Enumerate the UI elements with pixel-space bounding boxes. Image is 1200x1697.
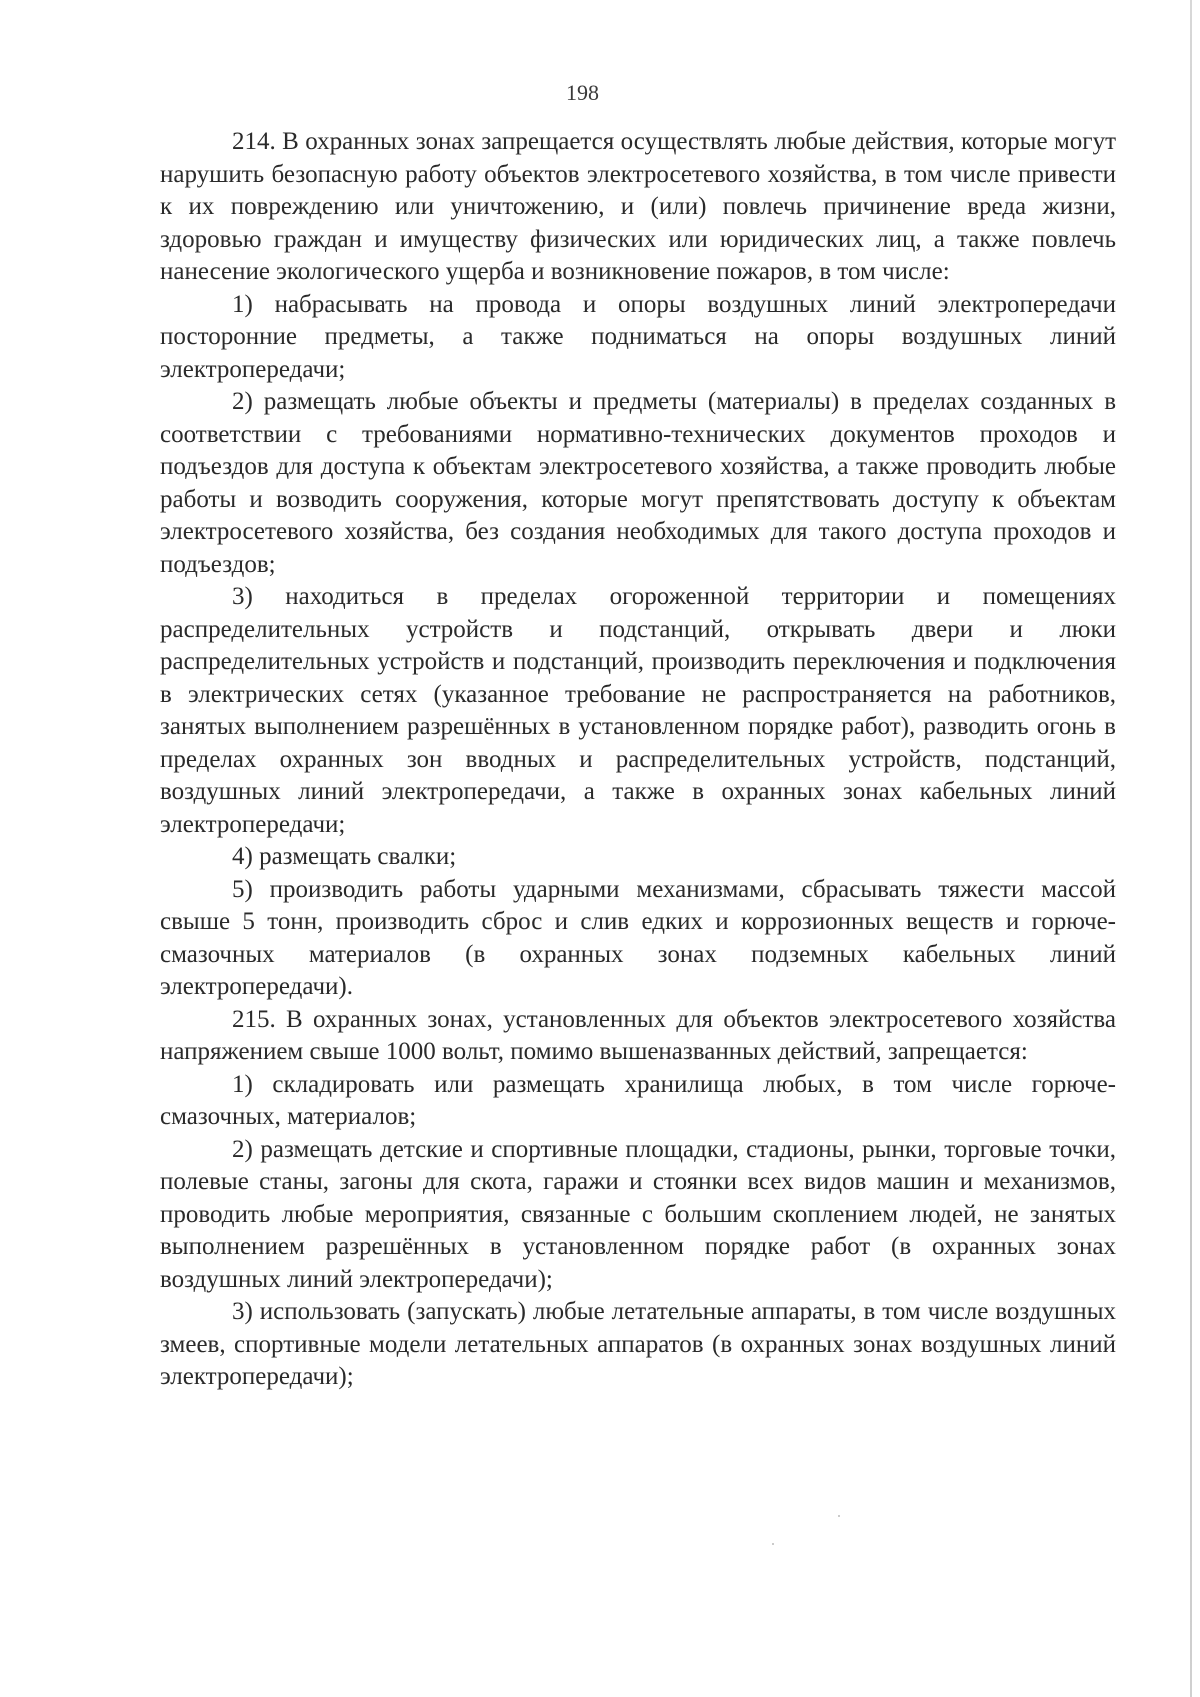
paragraph-214-item-1: 1) набрасывать на провода и опоры воздушных линий электропередачи посторонние предметы, а также подниматься на опоры воздушных линий электропередачи; [160, 290, 1116, 383]
page-number: 198 [566, 80, 599, 105]
document-body [160, 126, 1116, 1394]
paragraph-215: 215. В охранных зонах, установленных для объектов электросетевого хозяйства напряжением свыше 1000 вольт, помимо вышеназванных действий, запрещается: [160, 1005, 1116, 1065]
scan-speck [838, 1515, 840, 1517]
paragraph-214: 214. В охранных зонах запрещается осуществлять любые действия, которые могут нарушить безопасную работу объектов электросетевого хозяйства, в том числе привести к их повреждению или уничтожению, и (или) повлечь причинение вреда жизни, здоровью граждан и имуществу физических или юридических лиц, а также повлечь нанесение экологического ущерба и возникновение пожаров, в том числе: [160, 128, 1116, 285]
scan-speck [772, 1543, 774, 1545]
paragraph-215-item-3: 3) использовать (запускать) любые летательные аппараты, в том числе воздушных змеев, спортивные модели летательных аппаратов (в охранных зонах воздушных линий электропередачи); [160, 1298, 1116, 1390]
paragraph-214-item-3: 3) находиться в пределах огороженной территории и помещениях распределительных устройств и подстанций, открывать двери и люки распределительных устройств и подстанций, производить переключения и подключения в электрических сетях (указанное требование не распространяется на работников, занятых выполнением разрешённых в установленном порядке работ), разводить огонь в пределах охранных зон вводных и распределительных устройств, подстанций, воздушных линий электропередачи, а также в охранных зонах кабельных линий электропередачи; [160, 583, 1116, 838]
paragraph-215-item-2: 2) размещать детские и спортивные площадки, стадионы, рынки, торговые точки, полевые станы, загоны для скота, гаражи и стоянки всех видов машин и механизмов, проводить любые мероприятия, связанные с большим скоплением людей, не занятых выполнением разрешённых в установленном порядке работ (в охранных зонах воздушных линий электропередачи); [160, 1135, 1116, 1293]
paragraph-214-item-4: 4) размещать свалки; [232, 843, 457, 870]
paragraph-214-item-2: 2) размещать любые объекты и предметы (материалы) в пределах созданных в соответствии с требованиями нормативно-технических документов проходов и подъездов для доступа к объектам электросетевого хозяйства, а также проводить любые работы и возводить сооружения, которые могут препятствовать доступу к объектам электросетевого хозяйства, без создания необходимых для такого доступа проходов и подъездов; [160, 388, 1116, 578]
page-edge-shadow [1190, 0, 1192, 1697]
paragraph-214-item-5: 5) производить работы ударными механизмами, сбрасывать тяжести массой свыше 5 тонн, производить сброс и слив едких и коррозионных веществ и горюче-смазочных материалов (в охранных зонах подземных кабельных линий электропередачи). [160, 875, 1116, 1000]
paragraph-215-item-1: 1) складировать или размещать хранилища любых, в том числе горюче-смазочных, материалов; [160, 1070, 1116, 1130]
